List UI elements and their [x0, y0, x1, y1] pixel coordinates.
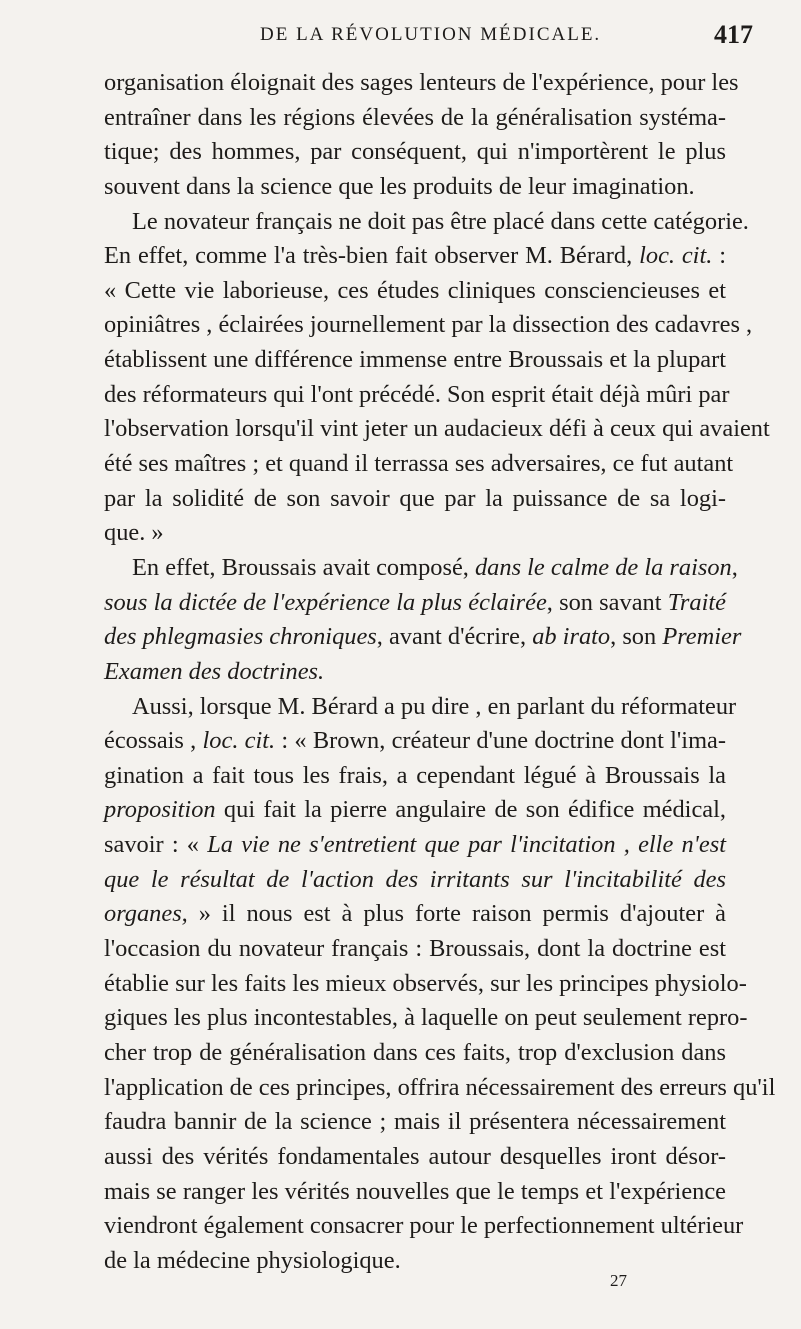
- text-run: qui fait la pierre angulaire de son édifice médical,: [215, 796, 726, 824]
- text-run: mais se ranger les vérités nouvelles que le temps et l'expérience: [104, 1177, 726, 1205]
- text-run: , son savant: [546, 588, 668, 616]
- text-line: [104, 1140, 726, 1175]
- text-run: opiniâtres , éclairées journellement par la dissection des cadavres ,: [104, 311, 753, 339]
- text-run: gination a fait tous les frais, a cependant légué à Broussais la: [104, 761, 726, 789]
- text-run: , avant d'écrire,: [376, 623, 533, 651]
- text-run: l'occasion du novateur français : Broussais, dont la doctrine est: [104, 935, 726, 963]
- text-run: de la médecine physiologique.: [104, 1246, 401, 1274]
- text-run: aussi des vérités fondamentales autour desquelles iront désor-: [104, 1142, 726, 1170]
- text-line: [104, 101, 726, 136]
- text-line: [104, 932, 726, 967]
- text-run: :: [712, 242, 726, 270]
- text-run: faudra bannir de la science ; mais il présentera nécessairement: [104, 1108, 726, 1136]
- text-run: giques les plus incontestables, à laquelle on peut seulement repro-: [104, 1004, 748, 1032]
- text-run: l'application de ces principes, offrira nécessairement des erreurs qu'il: [104, 1073, 776, 1101]
- text-run: » il nous est à plus forte raison permis d'ajouter à: [187, 900, 726, 928]
- text-line: [104, 551, 738, 586]
- text-line: [104, 1175, 726, 1210]
- italic-text: Premier: [662, 623, 742, 651]
- text-line: [104, 516, 726, 551]
- text-line: [104, 66, 739, 101]
- text-line: [104, 482, 726, 517]
- text-run: l'observation lorsqu'il vint jeter un audacieux défi à ceux qui avaient: [104, 415, 770, 443]
- page-number: 417: [714, 20, 753, 49]
- text-run: organisation éloignait des sages lenteurs de l'expérience, pour les: [104, 69, 739, 96]
- text-line: [104, 1244, 726, 1279]
- text-run: : « Brown, créateur d'une doctrine dont l'ima-: [275, 727, 727, 755]
- text-line: [104, 308, 753, 343]
- text-run: tique; des hommes, par conséquent, qui n'importèrent le plus: [104, 138, 726, 166]
- running-head: [230, 20, 761, 50]
- text-run: souvent dans la science que les produits de leur imagination.: [104, 172, 695, 200]
- text-run: écossais ,: [104, 727, 203, 755]
- signature-mark: 27: [610, 1271, 627, 1290]
- text-line: [104, 412, 770, 447]
- text-run: En effet, Broussais avait composé,: [132, 553, 475, 581]
- body-text: [104, 66, 776, 1278]
- text-line: [104, 170, 726, 205]
- italic-text: organes,: [104, 900, 188, 928]
- text-run: Aussi, lorsque M. Bérard a pu dire , en parlant du réformateur: [132, 692, 737, 720]
- text-line: [104, 447, 734, 482]
- text-run: « Cette vie laborieuse, ces études cliniques consciencieuses et: [104, 276, 726, 304]
- italic-text: des phlegmasies chroniques: [104, 623, 377, 651]
- text-run: que. »: [104, 519, 164, 547]
- text-line: [104, 655, 726, 690]
- text-run: , son: [610, 623, 663, 651]
- text-line: [104, 690, 737, 725]
- text-run: savoir : «: [104, 831, 208, 859]
- text-run: par la solidité de son savoir que par la puissance de sa logi-: [104, 484, 726, 512]
- text-line: [104, 759, 726, 794]
- text-run: Le novateur français ne doit pas être placé dans cette catégorie.: [132, 207, 749, 235]
- text-line: [104, 793, 726, 828]
- text-run: En effet, comme l'a très-bien fait observer M. Bérard,: [104, 242, 640, 270]
- text-run: établissent une différence immense entre Broussais et la plupart: [104, 346, 726, 374]
- text-line: [104, 1071, 776, 1106]
- running-title: DE LA RÉVOLUTION MÉDICALE.: [260, 24, 602, 45]
- text-line: [104, 724, 726, 759]
- text-line: [104, 274, 726, 309]
- italic-text: loc. cit.: [202, 727, 276, 755]
- italic-text: que le résultat de l'action des irritants sur l'incitabilité des: [104, 865, 726, 893]
- text-run: entraîner dans les régions élevées de la généralisation systéma-: [104, 103, 726, 131]
- text-run: cher trop de généralisation dans ces faits, trop d'exclusion dans: [104, 1038, 726, 1066]
- text-line: [104, 967, 747, 1002]
- text-line: [104, 828, 726, 863]
- text-line: [104, 378, 730, 413]
- text-line: [104, 620, 742, 655]
- italic-text: dans le calme de la raison: [474, 553, 732, 581]
- text-line: [104, 586, 726, 621]
- text-line: [104, 1036, 726, 1071]
- text-line: [104, 205, 749, 240]
- text-run: des réformateurs qui l'ont précédé. Son esprit était déjà mûri par: [104, 380, 730, 408]
- text-run: été ses maîtres ; et quand il terrassa ses adversaires, ce fut autant: [104, 450, 734, 478]
- text-line: [104, 1209, 744, 1244]
- text-line: [104, 863, 726, 898]
- italic-text: ab irato: [532, 623, 611, 651]
- italic-text: sous la dictée de l'expérience la plus éclairée: [104, 588, 547, 616]
- text-line: [104, 1001, 748, 1036]
- italic-text: Traité: [667, 588, 726, 616]
- italic-text: proposition: [104, 796, 216, 824]
- text-run: établie sur les faits les mieux observés, sur les principes physiolo-: [104, 969, 747, 997]
- italic-text: La vie ne s'entretient que par l'incitation , elle n'est: [207, 831, 726, 859]
- text-line: [104, 343, 726, 378]
- text-line: [104, 1105, 726, 1140]
- text-line: [104, 239, 726, 274]
- text-line: [104, 897, 726, 932]
- text-line: [104, 135, 726, 170]
- italic-text: Examen des doctrines.: [104, 657, 325, 685]
- text-run: viendront également consacrer pour le perfectionnement ultérieur: [104, 1212, 744, 1240]
- text-run: ,: [731, 553, 738, 581]
- italic-text: loc. cit.: [639, 242, 713, 270]
